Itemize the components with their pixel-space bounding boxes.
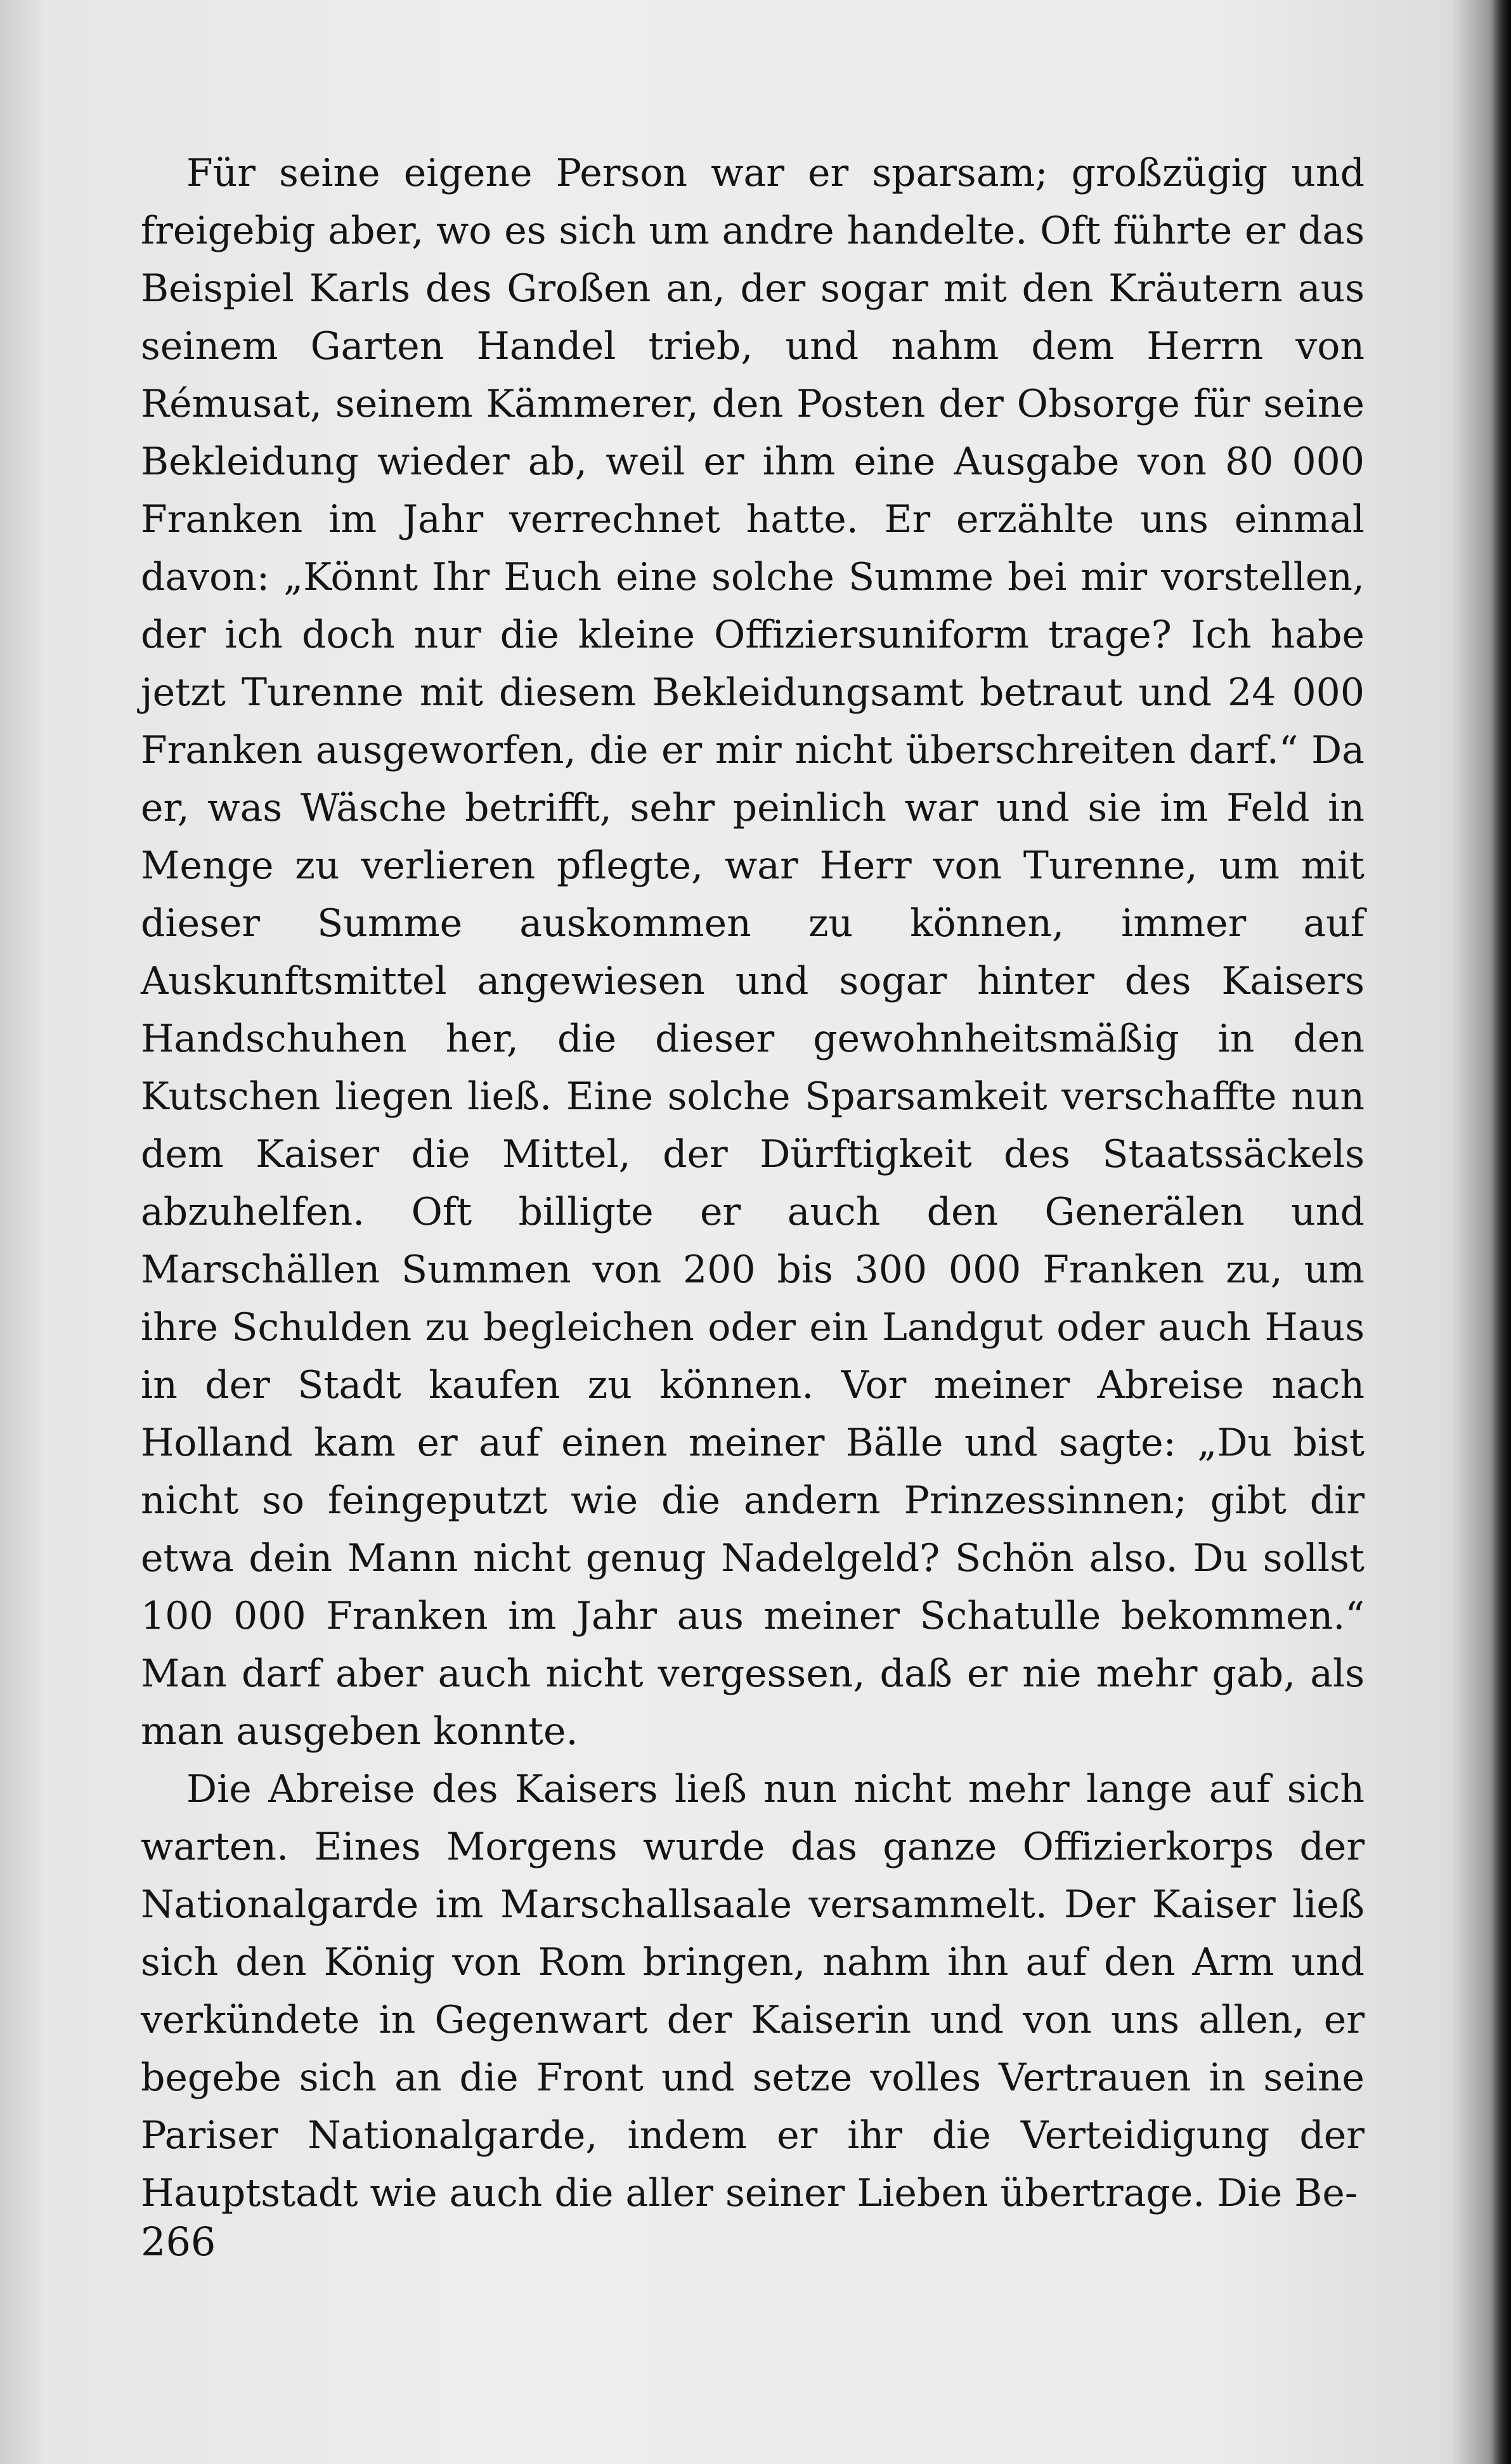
body-text (141, 145, 1365, 2222)
page-edge-shadow (1492, 0, 1511, 2464)
page-number: 266 (141, 2219, 216, 2265)
paragraph-2: Die Abreise des Kaisers ließ nun nicht mehr lange auf sich warten. Eines Morgens wurde das ganze Offizierkorps der Nationalgarde im Marschallsaale versammelt. Der Kaiser ließ sich den König von Rom bringen, nahm ihn auf den Arm und verkündete in Gegenwart der Kaiserin und von uns allen, er begebe sich an die Front und setze volles Vertrauen in seine Pariser Nationalgarde, indem er ihr die Verteidigung der Hauptstadt wie auch die aller seiner Lieben übertrage. Die Be- (141, 1767, 1365, 2215)
paragraph-1: Für seine eigene Person war er sparsam; großzügig und freigebig aber, wo es sich um andre handelte. Oft führte er das Beispiel Karls des Großen an, der sogar mit den Kräutern aus seinem Garten Handel trieb, und nahm dem Herrn von Rémusat, seinem Kämmerer, den Posten der Obsorge für seine Bekleidung wieder ab, weil er ihm eine Ausgabe von 80 000 Franken im Jahr verrechnet hatte. Er erzählte uns einmal davon: „Könnt Ihr Euch eine solche Summe bei mir vorstellen, der ich doch nur die kleine Offiziersuniform trage? Ich habe jetzt Turenne mit diesem Bekleidungsamt betraut und 24 000 Franken ausgeworfen, die er mir nicht überschreiten darf.“ Da er, was Wäsche betrifft, sehr peinlich war und sie im Feld in Menge zu verlieren pflegte, war Herr von Turenne, um mit dieser Summe auskommen zu können, immer auf Auskunftsmittel angewiesen und sogar hinter des Kaisers Handschuhen her, die dieser gewohnheitsmäßig in den Kutschen liegen ließ. Eine solche Sparsamkeit verschaffte nun dem Kaiser die Mittel, der Dürftigkeit des Staatssäckels abzuhelfen. Oft billigte er auch den Generälen und Marschällen Summen von 200 bis 300 000 Franken zu, um ihre Schulden zu begleichen oder ein Landgut oder auch Haus in der Stadt kaufen zu können. Vor meiner Abreise nach Holland kam er auf einen meiner Bälle und sagte: „Du bist nicht so feingeputzt wie die andern Prinzessinnen; gibt dir etwa dein Mann nicht genug Nadelgeld? Schön also. Du sollst 100 000 Franken im Jahr aus meiner Schatulle bekommen.“ Man darf aber auch nicht vergessen, daß er nie mehr gab, als man ausgeben konnte. (141, 151, 1365, 1754)
